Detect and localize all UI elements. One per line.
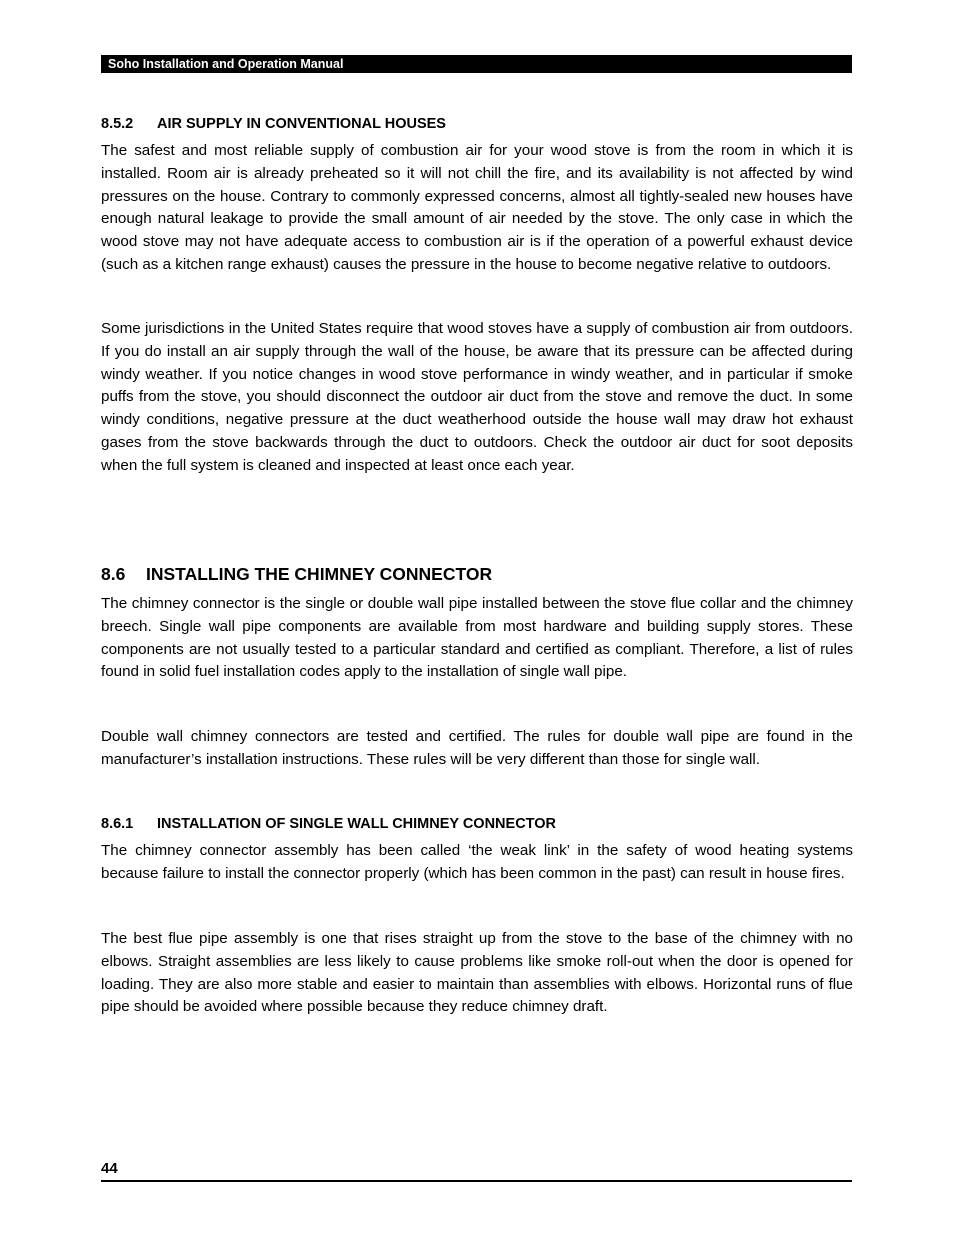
heading-number: 8.5.2 bbox=[101, 116, 134, 132]
heading-8-6-1 bbox=[101, 814, 853, 834]
paragraph-single-wall-1: The chimney connector assembly has been called ‘the weak link’ in the safety of wood heating systems because failure to install the connector properly (which has been common in the past) can result in house fires. bbox=[101, 842, 853, 882]
heading-title: AIR SUPPLY IN CONVENTIONAL HOUSES bbox=[157, 116, 446, 132]
paragraph-air-supply-2: Some jurisdictions in the United States require that wood stoves have a supply of combustion air from outdoors. If you do install an air supply through the wall of the house, be aware that its pressure can be affected during windy weather. If you notice changes in wood stove performance in windy weather, and in particular if smoke puffs from the stove, you should disconnect the outdoor air duct from the stove and remove the duct. In some windy conditions, negative pressure at the duct weatherhood outside the house wall may draw hot exhaust gases from the stove backwards through the duct to outdoors. Check the outdoor air duct for soot deposits when the full system is cleaned and inspected at least once each year. bbox=[101, 320, 853, 474]
manual-title: Soho Installation and Operation Manual bbox=[108, 57, 344, 71]
heading-title: INSTALLATION OF SINGLE WALL CHIMNEY CONNECTOR bbox=[157, 816, 557, 832]
page-footer bbox=[101, 1158, 852, 1182]
heading-8-5-2 bbox=[101, 114, 853, 134]
heading-8-6 bbox=[101, 562, 853, 586]
heading-number: 8.6.1 bbox=[101, 816, 134, 832]
heading-title: INSTALLING THE CHIMNEY CONNECTOR bbox=[146, 564, 493, 584]
paragraph-air-supply-1: The safest and most reliable supply of combustion air for your wood stove is from the room in which it is installed. Room air is already preheated so it will not chill the fire, and its availability is not affected by wind pressures on the house. Contrary to commonly expressed concerns, almost all tightly-sealed new houses have enough natural leakage to provide the small amount of air needed by the stove. The only case in which the wood stove may not have adequate access to combustion air is if the operation of a powerful exhaust device (such as a kitchen range exhaust) causes the pressure in the house to become negative relative to outdoors. bbox=[101, 142, 853, 273]
paragraph-chimney-connector-2: Double wall chimney connectors are tested and certified. The rules for double wall pipe are found in the manufacturer’s installation instructions. These rules will be very different than those for single wall. bbox=[101, 728, 853, 768]
paragraph-single-wall-2: The best flue pipe assembly is one that rises straight up from the stove to the base of the chimney with no elbows. Straight assemblies are less likely to cause problems like smoke roll-out when the door is opened for loading. They are also more stable and easier to maintain than assemblies with elbows. Horizontal runs of flue pipe should be avoided where possible because they reduce chimney draft. bbox=[101, 930, 853, 1016]
heading-number: 8.6 bbox=[101, 564, 126, 584]
paragraph-chimney-connector-1: The chimney connector is the single or double wall pipe installed between the stove flue collar and the chimney breech. Single wall pipe components are available from most hardware and building supply stores. These components are not usually tested to a particular standard and certified as compliant. Therefore, a list of rules found in solid fuel installation codes apply to the installation of single wall pipe. bbox=[101, 595, 853, 681]
page-number: 44 bbox=[101, 1160, 118, 1177]
manual-header-bar bbox=[101, 55, 852, 73]
